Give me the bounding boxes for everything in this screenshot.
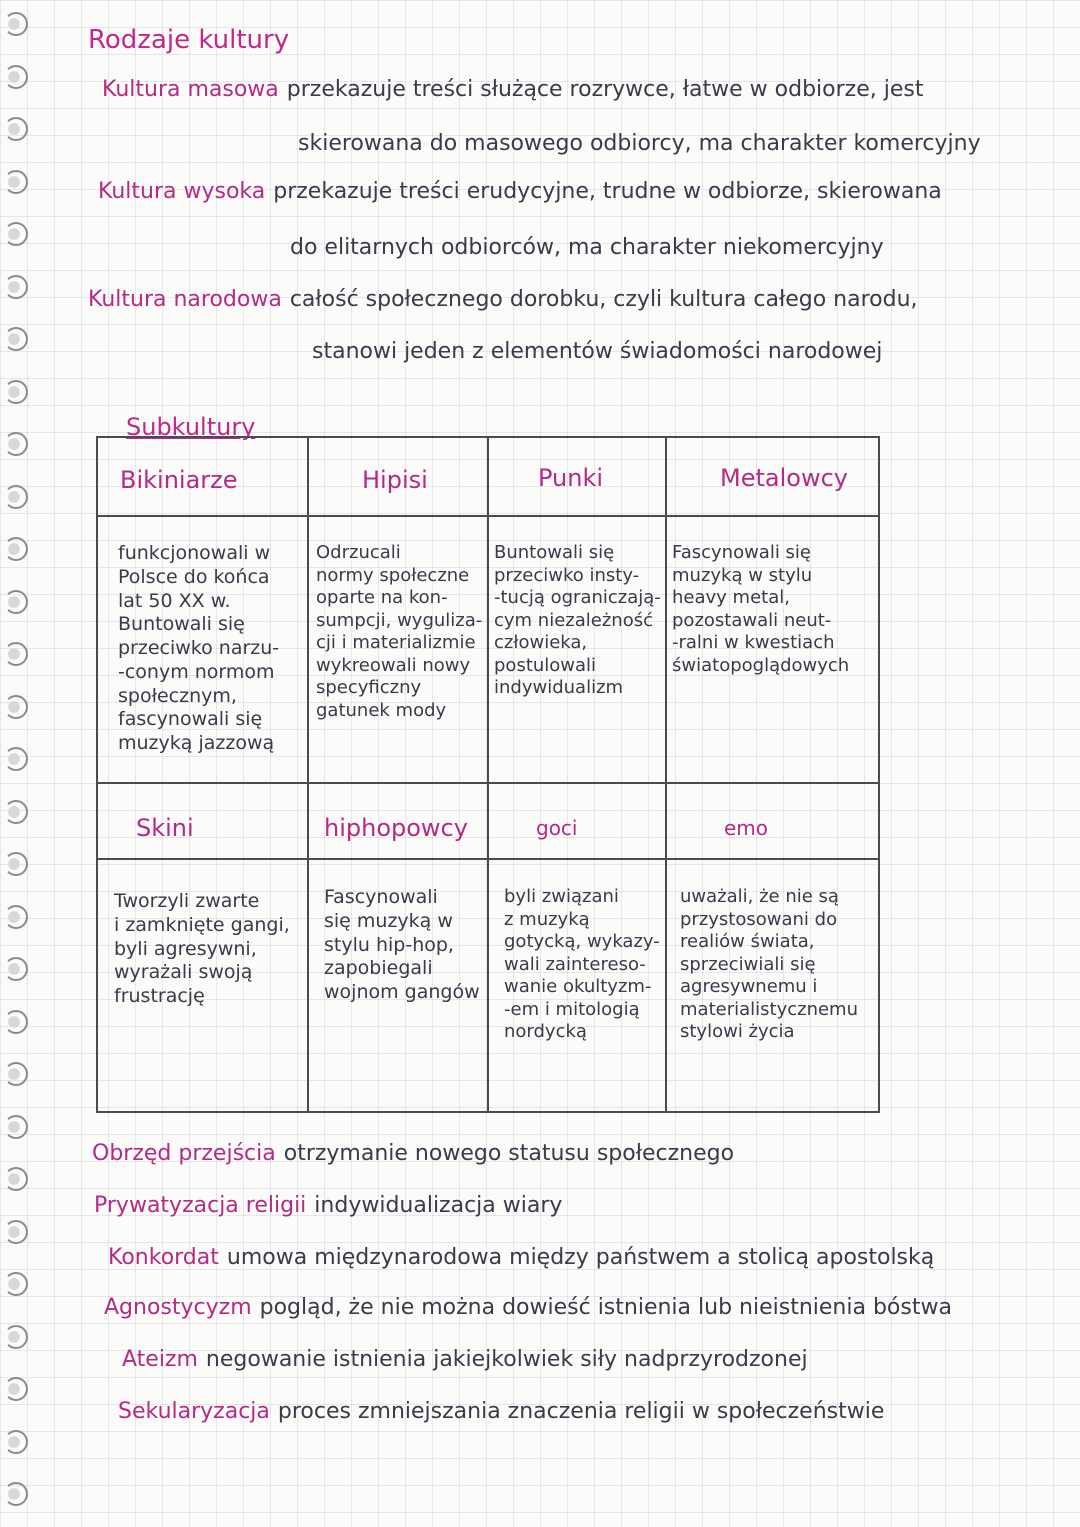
definition-term: Kultura wysoka: [98, 179, 266, 204]
definition-text: otrzymanie nowego statusu społecznego: [283, 1141, 735, 1166]
spiral-ring: [4, 1167, 28, 1191]
spiral-ring: [4, 1430, 28, 1454]
spiral-ring: [4, 852, 28, 876]
definition-term: Agnostycyzm: [104, 1295, 252, 1320]
definition-term: Ateizm: [122, 1347, 198, 1372]
table-divider: [98, 782, 878, 784]
definition-privatization-of-religion: [94, 1194, 562, 1218]
definition-text: przekazuje treści służące rozrywce, łatwe w odbiorze, jest: [286, 77, 924, 102]
page-title: Rodzaje kultury: [88, 25, 290, 55]
table-cell-hipisi: Odrzucali normy społeczne oparte na kon- sumpcji, wyguliza- cji i materializmie wykreowali nowy specyficzny gatunek mody: [316, 542, 483, 721]
table-cell-emo: uważali, że nie są przystosowani do realiów świata, sprzeciwiali się agresywnemu i materialistycznemu stylowi życia: [680, 886, 858, 1042]
definition-term: Konkordat: [108, 1245, 219, 1270]
spiral-ring: [4, 12, 28, 36]
spiral-ring: [4, 1377, 28, 1401]
table-divider: [307, 438, 309, 1111]
spiral-ring: [4, 485, 28, 509]
definition-atheism: [122, 1348, 808, 1372]
spiral-ring: [4, 1062, 28, 1086]
spiral-ring: [4, 1325, 28, 1349]
table-divider: [98, 858, 878, 860]
spiral-ring: [4, 590, 28, 614]
definition-term: Obrzęd przejścia: [92, 1141, 276, 1166]
definition-text: indywidualizacja wiary: [314, 1193, 563, 1218]
table-header-goci: goci: [536, 816, 578, 840]
spiral-ring: [4, 327, 28, 351]
spiral-ring: [4, 432, 28, 456]
spiral-ring: [4, 170, 28, 194]
definition-agnosticism: [104, 1296, 952, 1320]
table-header-hipisi: Hipisi: [362, 466, 428, 494]
table-header-skini: Skini: [136, 814, 194, 842]
definition-mass-culture: [102, 78, 923, 102]
definition-rite-of-passage: [92, 1142, 734, 1166]
definition-text: całość społecznego dorobku, czyli kultura całego narodu,: [289, 287, 918, 312]
spiral-ring: [4, 380, 28, 404]
spiral-ring: [4, 905, 28, 929]
spiral-ring: [4, 642, 28, 666]
table-cell-skini: Tworzyli zwarte i zamknięte gangi, byli agresywni, wyrażali swoją frustrację: [114, 890, 290, 1007]
definition-continuation: skierowana do masowego odbiorcy, ma charakter komercyjny: [298, 131, 981, 156]
table-cell-bikiniarze: funkcjonowali w Polsce do końca lat 50 XX w. Buntowali się przeciwko narzu- -conym normom społecznym, fascynowali się muzyką jazzową: [118, 542, 280, 754]
definition-text: negowanie istnienia jakiejkolwiek siły nadprzyrodzonej: [205, 1347, 808, 1372]
spiral-ring: [4, 1482, 28, 1506]
spiral-ring: [4, 1115, 28, 1139]
spiral-ring: [4, 695, 28, 719]
definition-term: Kultura masowa: [102, 77, 279, 102]
definition-secularization: [118, 1400, 884, 1424]
definition-text: proces zmniejszania znaczenia religii w społeczeństwie: [277, 1399, 885, 1424]
spiral-ring: [4, 117, 28, 141]
spiral-ring: [4, 747, 28, 771]
spiral-ring: [4, 65, 28, 89]
table-divider: [98, 515, 878, 517]
definition-concordat: [108, 1246, 934, 1270]
definition-text: umowa międzynarodowa między państwem a stolicą apostolską: [226, 1245, 935, 1270]
table-header-metalowcy: Metalowcy: [720, 464, 848, 492]
definition-continuation: stanowi jeden z elementów świadomości narodowej: [312, 339, 883, 364]
subcultures-heading: Subkultury: [126, 413, 256, 441]
spiral-ring: [4, 275, 28, 299]
table-cell-goci: byli związani z muzyką gotycką, wykazy- wali zaintereso- wanie okultyzm- -em i mitologią nordycką: [504, 886, 660, 1042]
definition-high-culture: [98, 180, 942, 204]
spiral-ring: [4, 222, 28, 246]
table-cell-metalowcy: Fascynowali się muzyką w stylu heavy metal, pozostawali neut- -ralni w kwestiach światopoglądowych: [672, 542, 850, 676]
table-cell-punki: Buntowali się przeciwko insty- -tucją ograniczają- cym niezależność człowieka, postulowali indywidualizm: [494, 542, 661, 698]
definition-term: Sekularyzacja: [118, 1399, 270, 1424]
spiral-ring: [4, 800, 28, 824]
spiral-ring: [4, 957, 28, 981]
definition-term: Kultura narodowa: [88, 287, 282, 312]
spiral-ring: [4, 537, 28, 561]
spiral-ring: [4, 1010, 28, 1034]
table-header-punki: Punki: [538, 464, 604, 492]
table-cell-hiphopowcy: Fascynowali się muzyką w stylu hip-hop, zapobiegali wojnom gangów: [324, 886, 480, 1003]
table-header-emo: emo: [724, 816, 769, 840]
definition-text: przekazuje treści erudycyjne, trudne w odbiorze, skierowana: [273, 179, 942, 204]
subcultures-table: [96, 436, 880, 1113]
definition-text: pogląd, że nie można dowieść istnienia lub nieistnienia bóstwa: [259, 1295, 952, 1320]
definition-term: Prywatyzacja religii: [94, 1193, 307, 1218]
table-divider: [487, 438, 489, 1111]
table-header-hiphopowcy: hiphopowcy: [324, 814, 468, 842]
spiral-ring: [4, 1220, 28, 1244]
table-divider: [665, 438, 667, 1111]
definition-national-culture: [88, 288, 918, 312]
table-header-bikiniarze: Bikiniarze: [120, 466, 238, 494]
spiral-ring: [4, 1272, 28, 1296]
notebook-spiral: [0, 0, 40, 1527]
definition-continuation: do elitarnych odbiorców, ma charakter niekomercyjny: [290, 235, 884, 260]
